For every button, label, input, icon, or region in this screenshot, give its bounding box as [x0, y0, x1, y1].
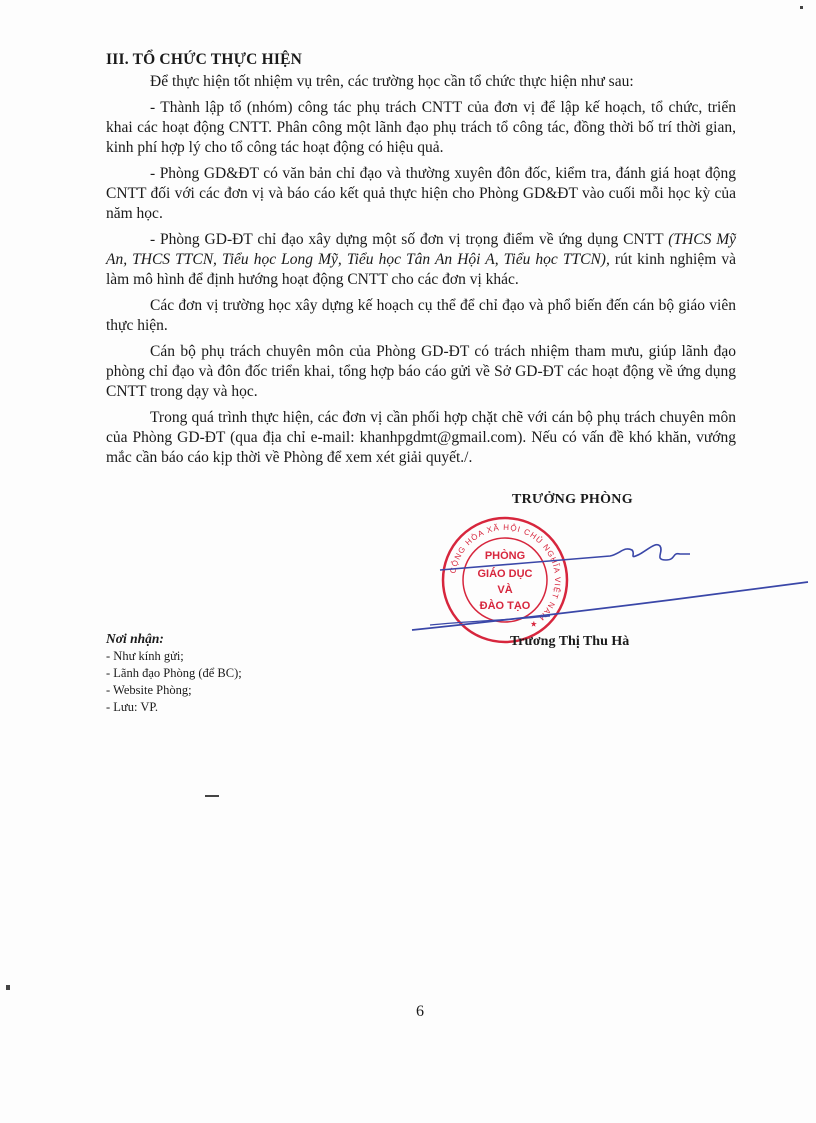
paragraph-intro: Để thực hiện tốt nhiệm vụ trên, các trường học cần tổ chức thực hiện như sau: [150, 73, 634, 90]
paragraph-team: - Thành lập tổ (nhóm) công tác phụ trách CNTT của đơn vị để lập kế hoạch, tổ chức, triển khai các hoạt động CNTT. Phân công một lãnh đạo phụ trách tổ công tác, đồng thời bố trí thời gian, kinh phí hợp lý cho tổ công tác hoạt động có hiệu quả. [106, 99, 736, 156]
key-units-list: (THCS Mỹ An, THCS TTCN, Tiểu học Long Mỹ, Tiểu học Tân An Hội A, Tiểu học TTCN), [106, 231, 736, 268]
recipient-item: - Như kính gửi; [106, 649, 184, 663]
scan-speck [205, 795, 219, 797]
paragraph-school-plan: Các đơn vị trường học xây dựng kế hoạch cụ thể để chỉ đạo và phổ biến đến cán bộ giáo viên thực hiện. [106, 297, 736, 334]
scan-speck [800, 6, 803, 9]
svg-text:CỘNG HÒA XÃ HỘI CHỦ NGHĨA VIỆT: CỘNG HÒA XÃ HỘI CHỦ NGHĨA VIỆT NAM ★ [448, 522, 563, 631]
key-units-start: - Phòng GD-ĐT chỉ đạo xây dựng một số đơn vị trọng điểm về ứng dụng CNTT [150, 231, 669, 248]
handwritten-signature-icon [410, 530, 810, 640]
svg-text:GIÁO DỤC: GIÁO DỤC [477, 568, 533, 580]
recipient-item: - Lãnh đạo Phòng (để BC); [106, 666, 242, 680]
paragraph-coordination: Trong quá trình thực hiện, các đơn vị cần phối hợp chặt chẽ với cán bộ phụ trách chuyên môn của Phòng GD-ĐT (qua địa chỉ e-mail: khanhpgdmt@gmail.com). Nếu có vấn đề khó khăn, vướng mắc cần báo cáo kịp thời về Phòng để xem xét giải quyết./. [106, 409, 736, 466]
scan-speck [6, 985, 10, 990]
paragraph-inspection: - Phòng GD&ĐT có văn bản chỉ đạo và thường xuyên đôn đốc, kiểm tra, đánh giá hoạt động CNTT đối với các đơn vị và báo cáo kết quả thực hiện cho Phòng GD&ĐT vào cuối mỗi học kỳ của năm học. [106, 165, 736, 222]
recipient-item: - Website Phòng; [106, 683, 192, 697]
paragraph-key-units [106, 230, 736, 290]
svg-text:ĐÀO TẠO: ĐÀO TẠO [479, 600, 531, 612]
recipients-block [106, 630, 242, 716]
page-number: 6 [416, 1003, 424, 1020]
main-content [106, 50, 736, 474]
key-units-end: rút kinh nghiệm và làm mô hình để định hướng hoạt động CNTT cho các đơn vị khác. [106, 251, 736, 288]
signer-name: Trương Thị Thu Hà [510, 634, 630, 649]
paragraph-staff-duty: Cán bộ phụ trách chuyên môn của Phòng GD-ĐT có trách nhiệm tham mưu, giúp lãnh đạo phòng chỉ đạo và đôn đốc triển khai, tổng hợp báo cáo gửi về Sở GD-ĐT các hoạt động về ứng dụng CNTT trong dạy và học. [106, 343, 736, 400]
svg-text:VÀ: VÀ [497, 584, 513, 596]
section-heading: III. TỔ CHỨC THỰC HIỆN [106, 51, 303, 68]
recipients-title: Nơi nhận: [106, 631, 164, 646]
svg-text:PHÒNG: PHÒNG [484, 550, 526, 562]
signature-title: TRƯỞNG PHÒNG [512, 492, 633, 507]
recipient-item: - Lưu: VP. [106, 700, 159, 714]
